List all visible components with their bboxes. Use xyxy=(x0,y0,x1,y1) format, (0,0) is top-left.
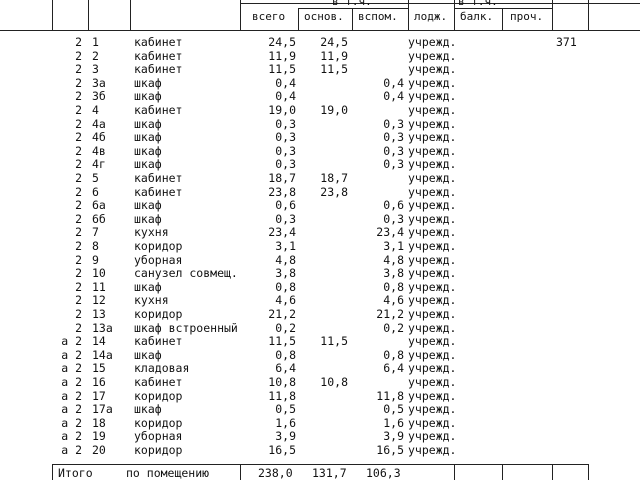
cell-area-total: 11,5 xyxy=(268,334,296,349)
cell-room-number: 17а xyxy=(92,402,113,417)
header-aux: вспом. xyxy=(358,10,398,23)
cell-purpose: учрежд. xyxy=(408,402,457,417)
cell-room-number: 4 xyxy=(92,103,99,117)
cell-room-number: 6а xyxy=(92,198,106,213)
table-row xyxy=(0,172,640,186)
cell-room-name: шкаф xyxy=(134,75,162,90)
cell-area-total: 0,3 xyxy=(275,211,296,226)
table-row xyxy=(0,63,640,77)
cell-floor: 2 xyxy=(75,35,82,49)
cell-floor: 2 xyxy=(75,171,82,185)
cell-area-aux: 0,8 xyxy=(383,279,404,294)
table-row xyxy=(0,213,640,227)
cell-floor: а 2 xyxy=(61,347,82,362)
table-row xyxy=(0,77,640,91)
cell-area-main: 24,5 xyxy=(320,35,348,49)
cell-room-number: 16 xyxy=(92,375,106,389)
table-row xyxy=(0,199,640,213)
cell-purpose: учрежд. xyxy=(408,211,457,226)
cell-room-name: кабинет xyxy=(134,334,183,349)
table-row xyxy=(0,376,640,390)
cell-room-name: уборная xyxy=(134,252,183,267)
table-row xyxy=(0,322,640,336)
table-row xyxy=(0,349,640,363)
col-divider xyxy=(52,464,53,480)
cell-purpose: учрежд. xyxy=(408,388,457,403)
cell-area-main: 19,0 xyxy=(320,103,348,117)
cell-area-aux: 3,8 xyxy=(383,266,404,281)
cell-area-total: 16,5 xyxy=(268,443,296,457)
cell-room-number: 19 xyxy=(92,429,106,444)
cell-area-aux: 21,2 xyxy=(376,307,404,321)
cell-room-name: кабинет xyxy=(134,184,183,199)
cell-purpose: учрежд. xyxy=(408,116,457,131)
cell-area-aux: 0,3 xyxy=(383,157,404,172)
cell-floor: 2 xyxy=(75,279,82,294)
cell-purpose: учрежд. xyxy=(408,225,457,240)
cell-room-number: 9 xyxy=(92,252,99,267)
table-row xyxy=(0,131,640,145)
cell-purpose: учрежд. xyxy=(408,103,457,117)
cell-purpose: учрежд. xyxy=(408,347,457,362)
cell-room-name: шкаф xyxy=(134,402,162,417)
cell-area-aux: 3,9 xyxy=(383,429,404,444)
cell-room-number: 10 xyxy=(92,266,106,281)
cell-area-aux: 0,3 xyxy=(383,130,404,145)
cell-room-name: шкаф xyxy=(134,89,162,104)
cell-purpose: учрежд. xyxy=(408,415,457,430)
cell-area-aux: 4,6 xyxy=(383,293,404,308)
cell-purpose: учрежд. xyxy=(408,171,457,185)
cell-area-total: 11,8 xyxy=(268,388,296,403)
cell-floor: 2 xyxy=(75,266,82,281)
cell-floor: 2 xyxy=(75,211,82,226)
cell-area-aux: 3,1 xyxy=(383,239,404,253)
table-row xyxy=(0,390,640,404)
cell-purpose: учрежд. xyxy=(408,62,457,77)
cell-purpose: учрежд. xyxy=(408,252,457,267)
cell-room-number: 12 xyxy=(92,293,106,308)
cell-area-total: 21,2 xyxy=(268,307,296,321)
cell-floor: а 2 xyxy=(61,415,82,430)
cell-floor: 2 xyxy=(75,239,82,253)
cell-room-name: коридор xyxy=(134,388,183,403)
cell-purpose: учрежд. xyxy=(408,89,457,104)
cell-area-total: 0,3 xyxy=(275,157,296,172)
table-row xyxy=(0,444,640,458)
footer-total: 238,0 xyxy=(258,466,293,480)
cell-purpose: учрежд. xyxy=(408,266,457,281)
header-loggia: лодж. xyxy=(414,10,448,23)
cell-area-total: 0,6 xyxy=(275,198,296,213)
cell-area-aux: 0,4 xyxy=(383,89,404,104)
col-divider xyxy=(454,0,455,30)
cell-area-total: 0,2 xyxy=(275,320,296,335)
cell-purpose: учрежд. xyxy=(408,75,457,90)
cell-floor: 2 xyxy=(75,198,82,213)
cell-area-main: 11,5 xyxy=(320,62,348,77)
cell-area-main: 11,5 xyxy=(320,334,348,349)
footer-scope: по помещению xyxy=(126,466,210,480)
cell-purpose: учрежд. xyxy=(408,361,457,376)
cell-room-number: 14а xyxy=(92,347,113,362)
cell-area-aux: 0,4 xyxy=(383,75,404,90)
cell-floor: 2 xyxy=(75,225,82,240)
cell-area-total: 3,9 xyxy=(275,429,296,444)
cell-area-main: 23,8 xyxy=(320,184,348,199)
table-row xyxy=(0,118,640,132)
cell-room-number: 4в xyxy=(92,143,106,158)
table-row xyxy=(0,186,640,200)
col-divider xyxy=(552,464,553,480)
cell-room-name: шкаф xyxy=(134,157,162,172)
cell-extra: 371 xyxy=(556,35,577,49)
cell-room-name: шкаф xyxy=(134,130,162,145)
cell-purpose: учрежд. xyxy=(408,293,457,308)
col-divider xyxy=(352,8,353,30)
table-row xyxy=(0,104,640,118)
col-divider xyxy=(130,0,131,30)
cell-room-number: 8 xyxy=(92,239,99,253)
col-divider xyxy=(408,0,409,30)
cell-room-number: 6 xyxy=(92,184,99,199)
cell-room-name: кабинет xyxy=(134,62,183,77)
cell-area-aux: 0,2 xyxy=(383,320,404,335)
cell-floor: 2 xyxy=(75,48,82,63)
cell-floor: 2 xyxy=(75,307,82,321)
cell-area-aux: 6,4 xyxy=(383,361,404,376)
cell-room-number: 3а xyxy=(92,75,106,90)
col-divider xyxy=(502,8,503,30)
table-row xyxy=(0,308,640,322)
cell-area-total: 11,9 xyxy=(268,48,296,63)
cell-area-total: 10,8 xyxy=(268,375,296,389)
table-row xyxy=(0,145,640,159)
table-row xyxy=(0,294,640,308)
cell-area-aux: 0,6 xyxy=(383,198,404,213)
col-divider xyxy=(240,464,241,480)
cell-room-name: кухня xyxy=(134,293,169,308)
cell-area-total: 24,5 xyxy=(268,35,296,49)
cell-floor: 2 xyxy=(75,116,82,131)
cell-purpose: учрежд. xyxy=(408,130,457,145)
cell-area-aux: 16,5 xyxy=(376,443,404,457)
table-row xyxy=(0,430,640,444)
cell-floor: а 2 xyxy=(61,402,82,417)
header-top-rule xyxy=(240,3,640,4)
cell-area-aux: 0,3 xyxy=(383,116,404,131)
header-total: всего xyxy=(252,10,286,23)
cell-room-name: кладовая xyxy=(134,361,190,376)
cell-area-aux: 0,5 xyxy=(383,402,404,417)
header-other: проч. xyxy=(510,10,544,23)
cell-purpose: учрежд. xyxy=(408,239,457,253)
cell-room-name: кабинет xyxy=(134,375,183,389)
cell-area-aux: 11,8 xyxy=(376,388,404,403)
table-row xyxy=(0,267,640,281)
header-main: основ. xyxy=(304,10,344,23)
cell-floor: а 2 xyxy=(61,388,82,403)
cell-room-number: 13а xyxy=(92,320,113,335)
cell-purpose: учрежд. xyxy=(408,443,457,457)
cell-area-main: 18,7 xyxy=(320,171,348,185)
cell-purpose: учрежд. xyxy=(408,35,457,49)
cell-room-name: шкаф xyxy=(134,279,162,294)
table-row xyxy=(0,281,640,295)
cell-room-number: 1 xyxy=(92,35,99,49)
header-incl-left: в т.ч. xyxy=(332,0,372,8)
cell-room-number: 6б xyxy=(92,211,106,226)
col-divider xyxy=(552,0,553,30)
cell-room-name: шкаф xyxy=(134,116,162,131)
table-row xyxy=(0,158,640,172)
table-row xyxy=(0,417,640,431)
cell-floor: а 2 xyxy=(61,429,82,444)
footer-rule xyxy=(52,464,588,465)
cell-area-aux: 0,3 xyxy=(383,143,404,158)
col-divider xyxy=(88,0,89,30)
cell-floor: 2 xyxy=(75,143,82,158)
table-row xyxy=(0,90,640,104)
cell-room-name: уборная xyxy=(134,429,183,444)
col-divider xyxy=(502,464,503,480)
table-row xyxy=(0,226,640,240)
cell-area-total: 0,3 xyxy=(275,130,296,145)
header-incl-right: в т.ч. xyxy=(458,0,498,8)
cell-room-number: 5 xyxy=(92,171,99,185)
cell-floor: 2 xyxy=(75,184,82,199)
cell-floor: 2 xyxy=(75,130,82,145)
footer-label: Итого xyxy=(58,466,93,480)
table-row xyxy=(0,335,640,349)
cell-floor: а 2 xyxy=(61,375,82,389)
cell-purpose: учрежд. xyxy=(408,307,457,321)
col-divider xyxy=(240,0,241,30)
cell-room-name: коридор xyxy=(134,415,183,430)
col-divider xyxy=(588,0,589,30)
cell-floor: 2 xyxy=(75,252,82,267)
cell-room-number: 15 xyxy=(92,361,106,376)
cell-room-number: 14 xyxy=(92,334,106,349)
cell-area-total: 18,7 xyxy=(268,171,296,185)
cell-floor: 2 xyxy=(75,320,82,335)
cell-floor: 2 xyxy=(75,157,82,172)
cell-purpose: учрежд. xyxy=(408,184,457,199)
cell-purpose: учрежд. xyxy=(408,198,457,213)
cell-area-aux: 0,3 xyxy=(383,211,404,226)
footer-main: 131,7 xyxy=(312,466,347,480)
header-bottom-rule xyxy=(0,30,640,31)
cell-area-total: 19,0 xyxy=(268,103,296,117)
cell-room-number: 3 xyxy=(92,62,99,77)
cell-room-name: кабинет xyxy=(134,48,183,63)
cell-area-total: 23,4 xyxy=(268,225,296,240)
cell-room-number: 13 xyxy=(92,307,106,321)
cell-room-number: 3б xyxy=(92,89,106,104)
header-balcony: балк. xyxy=(460,10,494,23)
cell-room-number: 18 xyxy=(92,415,106,430)
cell-room-name: шкаф xyxy=(134,347,162,362)
table-row xyxy=(0,254,640,268)
cell-room-number: 11 xyxy=(92,279,106,294)
cell-area-total: 1,6 xyxy=(275,415,296,430)
table-row xyxy=(0,362,640,376)
cell-room-name: коридор xyxy=(134,239,183,253)
cell-area-total: 3,8 xyxy=(275,266,296,281)
col-divider xyxy=(454,464,455,480)
cell-room-name: кабинет xyxy=(134,103,183,117)
footer-aux: 106,3 xyxy=(366,466,401,480)
cell-room-name: кухня xyxy=(134,225,169,240)
cell-area-main: 11,9 xyxy=(320,48,348,63)
cell-area-total: 4,6 xyxy=(275,293,296,308)
cell-area-total: 0,5 xyxy=(275,402,296,417)
table-row xyxy=(0,36,640,50)
cell-room-name: коридор xyxy=(134,307,183,321)
cell-area-total: 4,8 xyxy=(275,252,296,267)
table-row xyxy=(0,50,640,64)
cell-floor: 2 xyxy=(75,62,82,77)
cell-room-name: коридор xyxy=(134,443,183,457)
cell-floor: а 2 xyxy=(61,443,82,457)
cell-area-total: 6,4 xyxy=(275,361,296,376)
cell-area-total: 0,8 xyxy=(275,279,296,294)
cell-area-total: 0,4 xyxy=(275,75,296,90)
cell-area-total: 0,4 xyxy=(275,89,296,104)
cell-room-number: 2 xyxy=(92,48,99,63)
cell-purpose: учрежд. xyxy=(408,429,457,444)
col-divider xyxy=(588,464,589,480)
cell-area-aux: 0,8 xyxy=(383,347,404,362)
cell-area-main: 10,8 xyxy=(320,375,348,389)
cell-floor: а 2 xyxy=(61,361,82,376)
cell-area-aux: 23,4 xyxy=(376,225,404,240)
col-divider xyxy=(52,0,53,30)
cell-room-number: 20 xyxy=(92,443,106,457)
cell-area-total: 0,3 xyxy=(275,116,296,131)
cell-purpose: учрежд. xyxy=(408,157,457,172)
cell-room-number: 7 xyxy=(92,225,99,240)
cell-room-number: 17 xyxy=(92,388,106,403)
cell-room-number: 4а xyxy=(92,116,106,131)
cell-floor: 2 xyxy=(75,75,82,90)
cell-purpose: учрежд. xyxy=(408,375,457,389)
cell-room-name: кабинет xyxy=(134,35,183,49)
cell-room-name: шкаф xyxy=(134,211,162,226)
cell-floor: 2 xyxy=(75,89,82,104)
cell-area-total: 0,8 xyxy=(275,347,296,362)
cell-purpose: учрежд. xyxy=(408,334,457,349)
cell-area-total: 3,1 xyxy=(275,239,296,253)
cell-room-name: кабинет xyxy=(134,171,183,185)
cell-room-name: шкаф xyxy=(134,143,162,158)
cell-room-name: шкаф встроенный xyxy=(134,320,238,335)
subheader-rule xyxy=(454,8,552,9)
cell-room-number: 4б xyxy=(92,130,106,145)
subheader-rule xyxy=(298,8,408,9)
table-row xyxy=(0,240,640,254)
cell-room-name: шкаф xyxy=(134,198,162,213)
table-row xyxy=(0,403,640,417)
cell-floor: 2 xyxy=(75,103,82,117)
cell-purpose: учрежд. xyxy=(408,279,457,294)
cell-purpose: учрежд. xyxy=(408,143,457,158)
cell-area-total: 11,5 xyxy=(268,62,296,77)
cell-floor: 2 xyxy=(75,293,82,308)
cell-area-total: 23,8 xyxy=(268,184,296,199)
cell-room-number: 4г xyxy=(92,157,106,172)
cell-area-total: 0,3 xyxy=(275,143,296,158)
col-divider xyxy=(298,8,299,30)
cell-purpose: учрежд. xyxy=(408,320,457,335)
cell-area-aux: 1,6 xyxy=(383,415,404,430)
cell-floor: а 2 xyxy=(61,334,82,349)
cell-area-aux: 4,8 xyxy=(383,252,404,267)
cell-room-name: санузел совмещ. xyxy=(134,266,238,281)
cell-purpose: учрежд. xyxy=(408,48,457,63)
